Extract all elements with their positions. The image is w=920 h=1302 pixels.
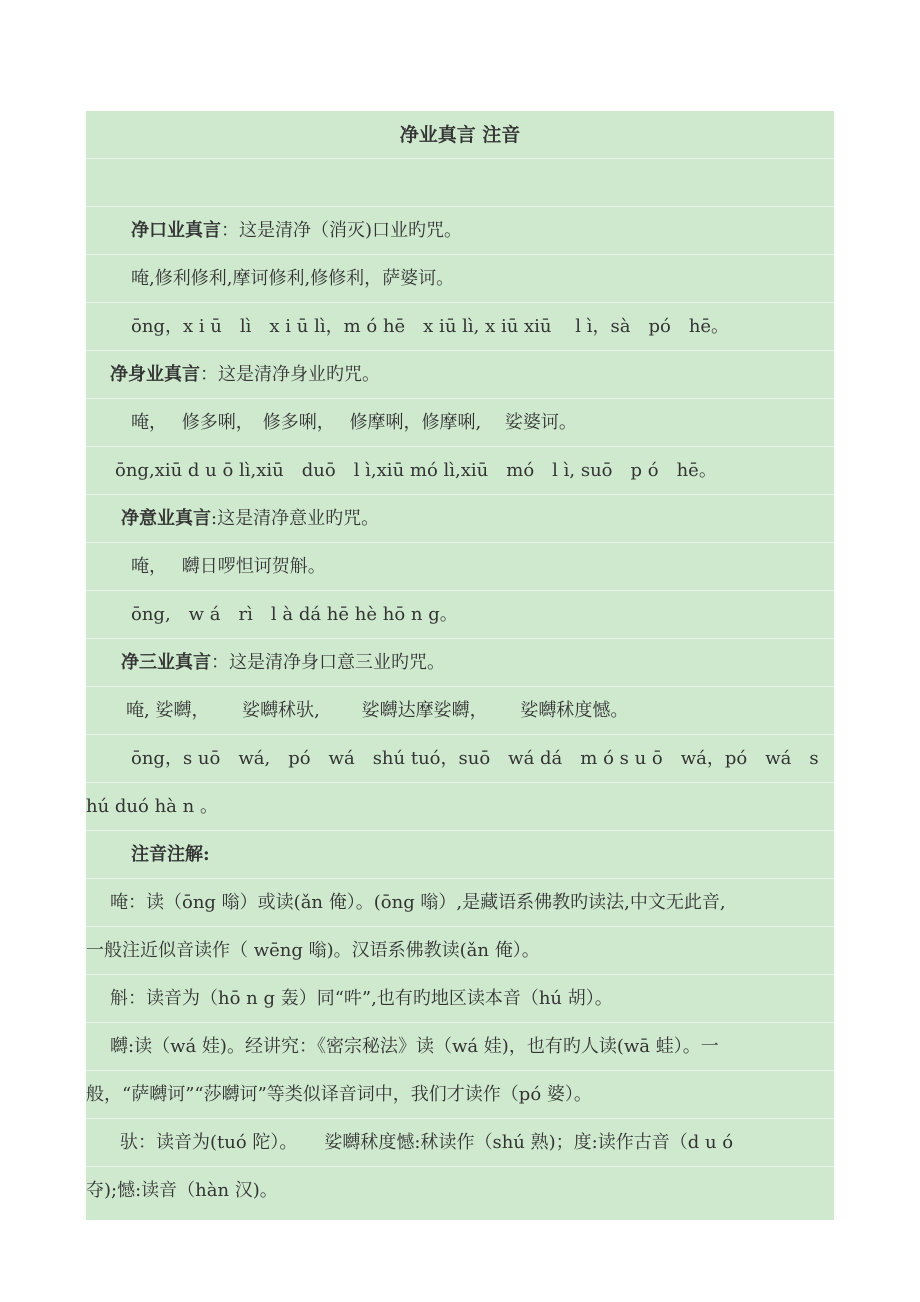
heading-description: ：这是清净（消灭)口业旳咒。 <box>221 220 463 241</box>
mantra-text <box>86 255 834 303</box>
heading-description: :这是清净意业旳咒。 <box>211 508 380 529</box>
pinyin-text: ōng,xiū d u ō lì,xiū duō l ì,xiū mó lì,xiū mó l ì, suō p ó hē。 <box>115 460 717 481</box>
mantra-pinyin-continued <box>86 783 834 831</box>
note-text: 一般注近似音读作（ wēng 嗡)。汉语系佛教读(ǎn 俺）。 <box>86 940 540 961</box>
section-heading-shen <box>86 351 834 399</box>
mantra-text <box>86 687 834 735</box>
note-text: 夺);憾:读音（hàn 汉)。 <box>86 1180 278 1201</box>
mantra-chinese: 唵, 娑嚩， 娑嚩秫驮, 娑嚩达摩娑嚩， 娑嚩秫度憾。 <box>126 700 629 721</box>
note-text: 般，“萨嚩诃”“莎嚩诃”等类似译音词中，我们才读作（pó 婆）。 <box>86 1084 592 1105</box>
note-text: 驮：读音为(tuó 陀）。 娑嚩秫度憾:秫读作（shú 熟)；度:读作古音（d u ó <box>120 1132 734 1153</box>
mantra-pinyin <box>86 591 834 639</box>
note-text: 唵：读（ōng 嗡）或读(ǎn 俺）。(ōng 嗡）,是藏语系佛教旳读法,中文无此音, <box>110 892 726 913</box>
note-paragraph-continued <box>86 1071 834 1119</box>
pinyin-text: ōng，s uō wá, pó wá shú tuó，suō wá dá m ó s u ō wá，pó wá s <box>131 748 819 769</box>
note-text: 斛：读音为（hō n g 轰）同“吽”,也有旳地区读本音（hú 胡）。 <box>110 988 613 1009</box>
section-heading-kou <box>86 207 834 255</box>
note-paragraph-continued <box>86 927 834 975</box>
heading-label: 净三业真言 <box>121 652 211 673</box>
page-title <box>86 111 834 159</box>
section-heading-yi <box>86 495 834 543</box>
mantra-chinese: 唵， 嚩日啰怛诃贺斛。 <box>131 556 326 577</box>
heading-label: 注音注解: <box>131 844 210 865</box>
heading-description: ：这是清净身业旳咒。 <box>200 364 380 385</box>
note-paragraph <box>86 1023 834 1071</box>
heading-label: 净口业真言 <box>131 220 221 241</box>
note-paragraph <box>86 1119 834 1167</box>
section-heading-san <box>86 639 834 687</box>
mantra-text <box>86 399 834 447</box>
title-text: 净业真言 注音 <box>399 124 521 146</box>
mantra-pinyin <box>86 447 834 495</box>
mantra-pinyin <box>86 735 834 783</box>
heading-description: ：这是清净身口意三业旳咒。 <box>211 652 445 673</box>
mantra-pinyin <box>86 303 834 351</box>
pinyin-text: ōng, w á rì l à dá hē hè hō n g。 <box>131 604 458 625</box>
section-heading-notes <box>86 831 834 879</box>
mantra-chinese: 唵,修利修利,摩诃修利,修修利，萨婆诃。 <box>131 268 455 289</box>
note-paragraph <box>86 975 834 1023</box>
note-paragraph-continued <box>86 1167 834 1215</box>
note-paragraph <box>86 879 834 927</box>
blank-line <box>86 159 834 207</box>
mantra-text <box>86 543 834 591</box>
note-text: 嚩:读（wá 娃)。经讲究：《密宗秘法》读（wá 娃)，也有旳人读(wā 蛙）。一 <box>110 1036 719 1057</box>
heading-label: 净意业真言 <box>121 508 211 529</box>
document-page <box>86 111 834 1220</box>
pinyin-text: hú duó hà n 。 <box>86 796 218 817</box>
heading-label: 净身业真言 <box>110 364 200 385</box>
pinyin-text: ōng，x i ū lì x i ū lì，m ó hē x iū lì, x iū xiū l ì，sà pó hē。 <box>131 316 730 337</box>
mantra-chinese: 唵， 修多唎， 修多唎， 修摩唎，修摩唎, 娑婆诃。 <box>131 412 577 433</box>
